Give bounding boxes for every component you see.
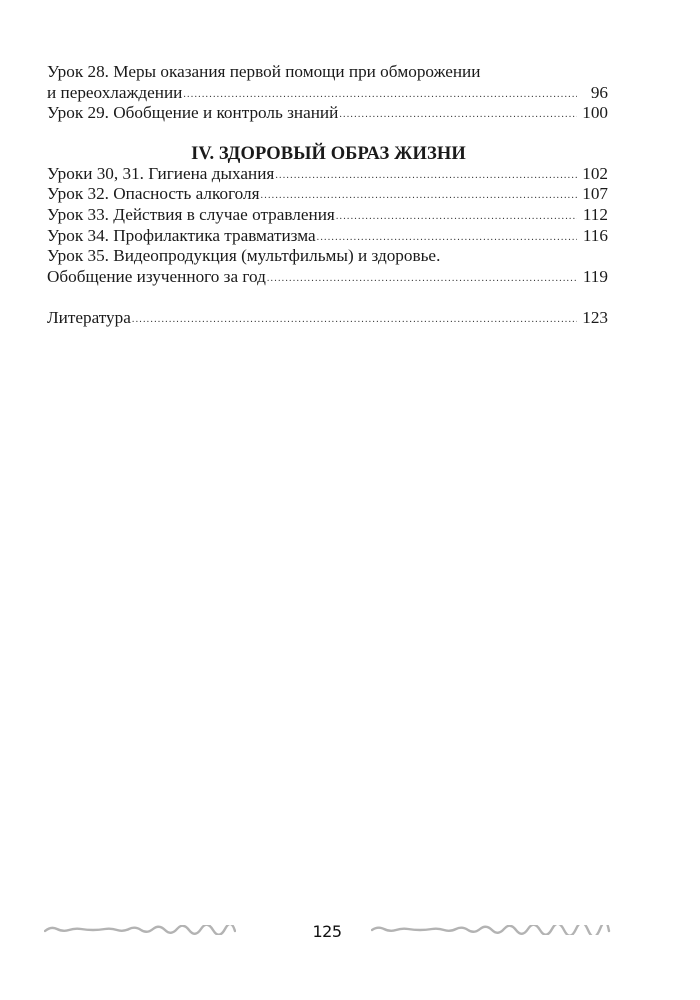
toc-entry-page: 123	[582, 307, 608, 327]
toc-entry-page: 119	[582, 266, 608, 286]
toc-entry-page: 100	[582, 103, 608, 123]
spacer	[47, 287, 608, 308]
page-footer	[0, 918, 700, 948]
dot-leader	[317, 233, 577, 243]
dot-leader	[132, 315, 577, 325]
toc-entry-page: 112	[582, 204, 608, 224]
toc-entry-title: Урок 32. Опасность алкоголя	[47, 184, 260, 204]
dot-leader	[183, 90, 577, 100]
wave-decoration-icon	[44, 925, 236, 935]
toc-entry-page: 116	[582, 225, 608, 245]
dot-leader	[339, 110, 577, 120]
dot-leader	[336, 212, 577, 222]
toc-entry-page: 107	[582, 184, 608, 204]
toc-entry-lesson-34[interactable]	[47, 226, 608, 247]
toc-entry-page: 96	[590, 82, 608, 102]
page-number: 125	[312, 922, 342, 941]
toc-entry-title: Обобщение изученного за год	[47, 266, 266, 286]
toc-entry-title: и переохлаждении	[47, 82, 183, 102]
toc-entry-title-line1: Урок 28. Меры оказания первой помощи при обморожении	[47, 62, 481, 81]
toc-entry-title: Урок 33. Действия в случае отравления	[47, 204, 335, 224]
toc-entry-title-line1: Урок 35. Видеопродукция (мультфильмы) и здоровье.	[47, 246, 441, 266]
dot-leader	[267, 274, 577, 284]
section-heading: IV. ЗДОРОВЫЙ ОБРАЗ ЖИЗНИ	[191, 143, 466, 164]
table-of-contents	[47, 62, 608, 329]
toc-entry-lesson-32[interactable]	[47, 184, 608, 205]
toc-entry-title: Урок 34. Профилактика травматизма	[47, 225, 316, 245]
toc-entry-lessons-30-31[interactable]	[47, 164, 608, 185]
dot-leader	[261, 191, 577, 201]
toc-entry-title: Урок 29. Обобщение и контроль знаний	[47, 103, 339, 123]
wave-decoration-icon	[371, 925, 611, 935]
toc-entry-title: Уроки 30, 31. Гигиена дыхания	[47, 163, 275, 183]
toc-entry-lesson-33[interactable]	[47, 205, 608, 226]
toc-entry-page: 102	[582, 163, 608, 183]
toc-entry-literature[interactable]	[47, 308, 608, 329]
toc-entry-title: Литература	[47, 307, 131, 327]
toc-entry-lesson-35[interactable]	[47, 246, 608, 287]
dot-leader	[275, 171, 577, 181]
toc-entry-lesson-28[interactable]	[47, 62, 608, 103]
toc-entry-lesson-29[interactable]	[47, 103, 608, 124]
